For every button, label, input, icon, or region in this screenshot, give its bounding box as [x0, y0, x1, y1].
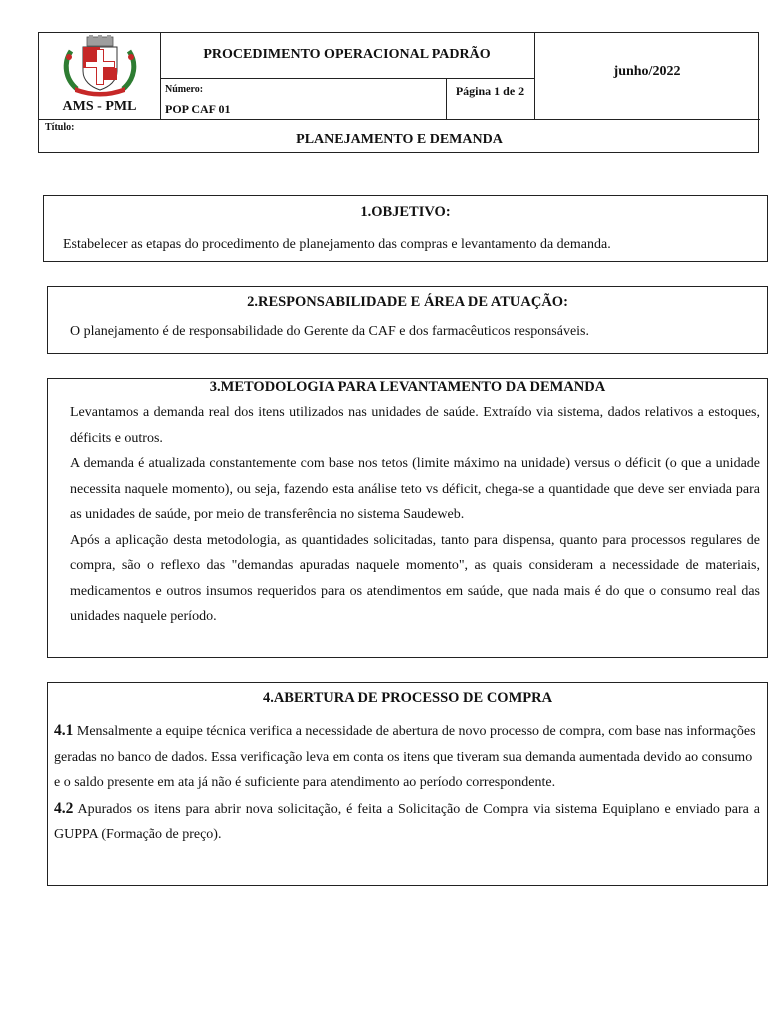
section-body [70, 400, 760, 630]
numero-value: POP CAF 01 [165, 102, 231, 116]
organization-name: AMS - PML [62, 99, 137, 114]
section-text: Estabelecer as etapas do procedimento de planejamento das compras e levantamento da demanda. [63, 237, 611, 252]
item-text: Apurados os itens para abrir nova solicitação, é feita a Solicitação de Compra via sistema Equiplano e enviado para a GUPPA (Formação de preço). [54, 801, 760, 842]
item-number: 4.1 [54, 722, 74, 739]
document-type-title: PROCEDIMENTO OPERACIONAL PADRÃO [203, 47, 491, 62]
section-text: O planejamento é de responsabilidade do Gerente da CAF e dos farmacêuticos responsáveis. [70, 324, 589, 339]
section-title: 1.OBJETIVO: [360, 204, 451, 220]
section-title: 2.RESPONSABILIDADE E ÁREA DE ATUAÇÃO: [247, 294, 568, 310]
city-coat-of-arms-logo [61, 35, 139, 97]
section-responsabilidade [47, 286, 768, 354]
paragraph: A demanda é atualizada constantemente com base nos tetos (limite máximo na unidade) versus o déficit (o que a unidade necessita naquele momento), ou seja, fazendo esta análise teto vs déficit, chega-se a quantidade que deve ser enviada para as unidades de saúde, por meio de transferência no sistema Saudeweb. [70, 456, 760, 522]
section-abertura-processo [47, 682, 768, 886]
item-4-1 [54, 718, 760, 796]
document-header [38, 32, 759, 153]
section-title: 4.ABERTURA DE PROCESSO DE COMPRA [262, 690, 553, 706]
item-number: 4.2 [54, 799, 74, 817]
document-date: junho/2022 [613, 64, 681, 79]
document-title: PLANEJAMENTO E DEMANDA [296, 132, 503, 147]
item-4-2 [54, 796, 760, 848]
section-title: 3.METODOLOGIA PARA LEVANTAMENTO DA DEMANDA [209, 379, 606, 395]
section-objetivo [43, 195, 768, 262]
section-metodologia [47, 378, 768, 658]
item-text: Mensalmente a equipe técnica verifica a necessidade de abertura de novo processo de compra, com base nas informações geradas no banco de dados. Essa verificação leva em conta os itens que tiveram sua demanda aumentada devido ao consumo e o saldo presente em ata já não é suficiente para atendimento ao período correspondente. [54, 724, 756, 790]
paragraph: Levantamos a demanda real dos itens utilizados nas unidades de saúde. Extraído via sistema, dados relativos a estoques, déficits e outros. [70, 405, 760, 446]
section-body [54, 718, 760, 848]
page-indicator: Página 1 de 2 [455, 84, 525, 98]
titulo-label: Título: [45, 122, 75, 133]
paragraph: Após a aplicação desta metodologia, as quantidades solicitadas, tanto para dispensa, quanto para processos regulares de compra, são o reflexo das "demandas apuradas naquele momento", as quais consideram a necessidade de materiais, medicamentos e outros insumos requeridos para os atendimentos em saúde, que nada mais é do que o consumo real das unidades naquele período. [70, 532, 760, 624]
numero-label: Número: [165, 84, 204, 95]
